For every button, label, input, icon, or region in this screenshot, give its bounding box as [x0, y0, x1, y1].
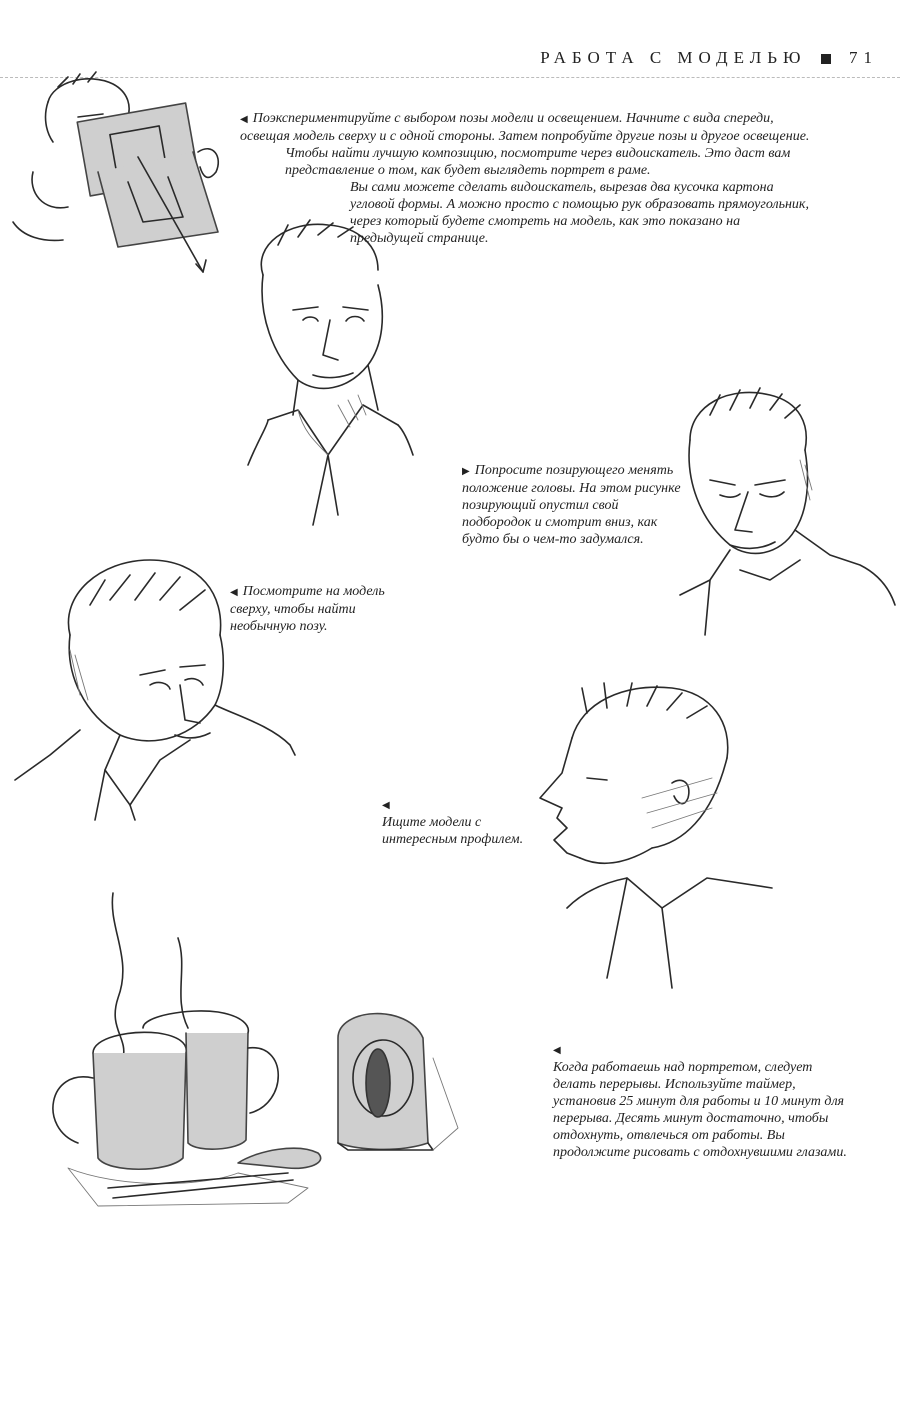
- pointer-left-icon: ◀: [230, 587, 238, 598]
- caption-profile: ◀ Ищите модели с интересным профилем.: [382, 796, 532, 848]
- caption-pose-lighting: ◀ Поэкспериментируйте с выбором позы модели и освещением. Начните с вида спереди, освещая модель сверху и с одной стороны. Затем попробуйте другие позы и другое освещение.: [240, 111, 810, 144]
- square-bullet-icon: [821, 54, 831, 64]
- pointer-left-line: [553, 1041, 858, 1059]
- frontal-head-sketch: [238, 215, 428, 535]
- chapter-title: РАБОТА С МОДЕЛЬЮ: [540, 48, 807, 67]
- pointer-left-icon: ◀: [382, 800, 390, 811]
- pointer-right-icon: ▶: [462, 466, 470, 477]
- head-looking-down-sketch: [660, 380, 900, 640]
- caption-viewfinder: Чтобы найти лучшую композицию, посмотрите через видоискатель. Это даст вам представление о том, как будет выглядеть портрет в раме.: [285, 146, 791, 178]
- pointer-left-icon: ◀: [240, 114, 248, 125]
- caption-head-position: ▶ Попросите позирующего менять положение головы. На этом рисунке позирующий опустил свой подбородок и смотрит вниз, как будто бы о чем-то задумался.: [462, 463, 681, 547]
- caption-breaks: ◀ Когда работаешь над портретом, следует делать перерывы. Используйте таймер, установив 25 минут для работы и 10 минут для перерыва. Десять минут достаточно, чтобы отдохнуть, отвлечься от работы. Вы продолжите рисовать с отдохнувшими глазами.: [553, 1041, 858, 1161]
- mugs-and-timer-sketch: [38, 888, 478, 1218]
- running-header: [540, 48, 878, 68]
- caption-from-above: ◀ Посмотрите на модель сверху, чтобы найти необычную позу.: [230, 584, 385, 634]
- caption-make-viewfinder: Вы сами можете сделать видоискатель, вырезав два кусочка картона угловой формы. А можно просто с помощью рук образовать прямоугольник, через который будете смотреть на модель, как это показано на предыдущей странице.: [350, 180, 809, 246]
- page-number: 71: [849, 48, 878, 67]
- viewfinder-sketch: [8, 72, 238, 282]
- pointer-left-icon: ◀: [553, 1045, 561, 1056]
- profile-head-sketch: [532, 678, 782, 998]
- pointer-left-line: [382, 796, 532, 814]
